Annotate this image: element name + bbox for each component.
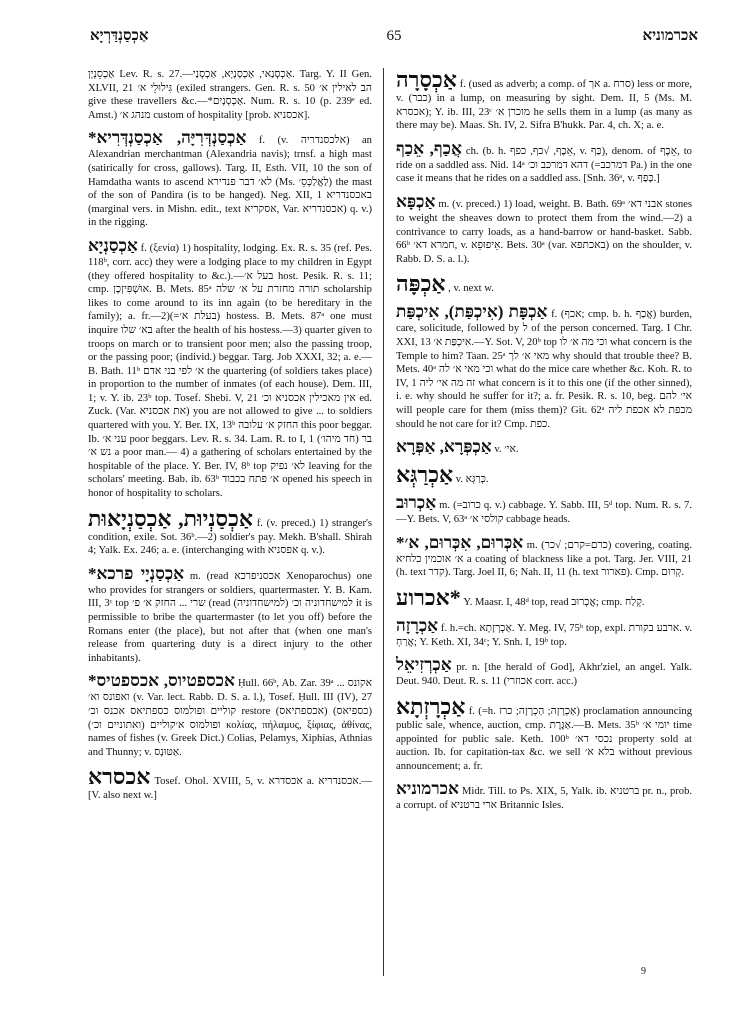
- entry-text: m. (=כרוב q. v.) cabbage. Y. Sabb. III, 5ᵈ top. Num. R. s. 7.—Y. Bets. V, 63ᵃ קולסי א׳ cabbage heads.: [396, 500, 692, 526]
- entry-text: v. אי׳.: [494, 444, 519, 456]
- dictionary-entry: [88, 68, 372, 122]
- entry-headword: אֲכַף, אֵכַף: [396, 138, 462, 158]
- header-left-guideword: אַכְסַנְדַּרְיָא: [90, 28, 149, 44]
- entry-headword: *אכספטיוס, אכספטיס: [88, 671, 235, 691]
- dictionary-entry: [396, 493, 692, 527]
- entry-text: Tosef. Ohol. XVIII, 5, v. אכסדרא a. אכסנדריא.—[V. also next w.]: [88, 776, 372, 802]
- entry-headword: אַכְסַנְיוּת, אַכְסַנְיָאוּת: [88, 505, 253, 531]
- dictionary-entry: [88, 671, 372, 759]
- dictionary-entry: [396, 779, 692, 813]
- entry-text: , v. next w.: [448, 283, 494, 295]
- page-number: 65: [386, 28, 402, 44]
- dictionary-entry: [396, 272, 692, 296]
- signature-mark: 9: [641, 966, 646, 977]
- dictionary-entry: [396, 695, 692, 773]
- dictionary-entry: [396, 192, 692, 266]
- dictionary-entry: [396, 655, 692, 689]
- entry-headword: אַכְפְּרָא, אַפְּרָא: [396, 437, 492, 457]
- left-column: [88, 68, 372, 976]
- entry-text: v. כְּרַגְּא.: [455, 474, 489, 486]
- entry-headword: אַכְפָּת (אִיכְפַּת), אִיכְפַּת: [396, 302, 548, 322]
- right-column: [396, 68, 692, 976]
- entry-headword: אכרמוניא: [396, 779, 459, 799]
- entry-headword: אַכְסָרָה: [396, 68, 457, 92]
- dictionary-entry: [396, 463, 692, 487]
- entry-headword: אַכְפָּה: [396, 271, 446, 297]
- entry-text: Ḥull. 66ᵇ, Ab. Zar. 39ᵃ ... אקונס ואפונס וא׳ (v. Var. lect. Rabb. D. S. a. l.), Tosef. Ḥull. III (IV), 27 קוליים ופולמוס כספתיאס אכנס וכ׳ restore (אכספתיאס) (כספיאס) ופולמוס א׳קוליים (ואתוניים וכ׳) κολίας, πήλαμυς, ξίφιας, ἀθίνας, names of fishes (v. Greek Dict.) Colias, Pelamys, Xiphias, Athnias and Thunny; v. אַטּוּנָס.: [88, 678, 372, 758]
- header-right-guideword: אכרמוניא: [642, 28, 698, 44]
- dictionary-entry: [396, 616, 692, 650]
- entry-headword: אכרוע*: [396, 584, 461, 610]
- dictionary-entry: [88, 128, 372, 230]
- entry-text: Y. Maasr. I, 48ᵈ top, read אֲכְרוּב; cmp. קָלַח.: [463, 596, 645, 608]
- entry-text: f. (v. אלכסנדריה) an Alexandrian merchantman (Alexandria navis); trnsf. a high mast (satirically for cross, gallows). Targ. II, Esth. VII, 10 the son of Hamdatha wants to ascend לא׳ דבר פנדירא (Ms. לַאֲלַכְּסֵ׳) the mast of the son of Pandira (is to be hanged). Neg. XII, 1 באכסנדריא (marginal vers. in Mishn. edit., text אסקריא, Var. אכסנדריא) q. v.) in the rigging.: [88, 135, 372, 229]
- dictionary-entry: [396, 302, 692, 431]
- entry-headword: *אַכְסַנְדְּרִיָּה, אַכְסַנְדְּרִיא: [88, 128, 247, 148]
- entry-headword: אַכְרַגְּא: [396, 462, 454, 488]
- entry-headword: *אִכְּרוּם, אִכְּרוּם, א׳: [396, 532, 524, 552]
- entry-headword: אַכְרָזְתָא: [396, 694, 466, 720]
- entry-headword: אכסרא: [88, 764, 151, 790]
- entry-text: m. (v. preced.) 1) load, weight. B. Bath. 69ᵃ אבני דא׳ stones to weight the sheaves down to protect them from the wind.—2) a contrivance to carry loads, as a hand-barrow or hand-basket. Sabb. 66ᵇ חמרא דא׳, v. אֵיפוּפֵא. Bets. 30ᵃ (var. באכתפא) on the shoulder, v. Rabb. D. S. a. l.).: [396, 198, 692, 265]
- dictionary-entry: [396, 139, 692, 186]
- entry-text: f. (אכף; cmp. b. h. אֲכַף) burden, care, solicitude, followed by ל of the person concerned. Targ. I Chr. XXI, 13 אִיכְפַּת א׳.—Y. Sot. V, 20ᵇ top וכי מה א׳ לו what concern is the Temple to him? Taan. 25ᵃ מאי א׳ לך why should that trouble thee? B. Mets. 40ᵃ וכי מאי א׳ לה what do the mice care whether &c. Koh. R. to IV, 1 זה מה אי׳ ליה what concern is it to this one (if the other sinned), i. e. why should he suffer for it?; a. fr. Pesik. R. s. 10, beg. אי׳ להם will people care for them (miss them)? Git. 62ᵃ מכפת לא אכפת ליה should he not care for it? Cmp. כפת.: [396, 309, 692, 430]
- entry-text: f. (=h. אַכְרָזָה; הַכְרָזָה; כרז) proclamation announcing public sale, whence, auction, cmp. אַגֶּרֶת.—B. Mets. 35ᵇ יומי א׳ time appointed for public sale. Keth. 100ᵇ נכסי דא׳ property sold at auction. Ib. for capitation-tax &c. we sell בלא א׳ without previous announcement; a. fr.: [396, 706, 692, 772]
- entry-text: f. (ξενία) 1) hospitality, lodging. Ex. R. s. 35 (ref. Pes. 118ᵇ, corr. acc) they were a lodging place to my children in Egypt (they offered hospitality to &c.).—בעל א׳ host. Pesik. R. s. 11; cmp. אוּשְׁפִּיזְכָן. B. Mets. 85ᵃ תורה מחזרת על א׳ שלה scholarship likes to come around to its inn again (to be hereditary in the family); a. fr.—2)(=בעלת א׳) hostess. B. Mets. 87ᵃ one must inquire בא׳ שלו after the health of his hostess.—3) quarter given to troops on march or to transient poor men; also the passing troop, or the passing poor; (individ.) beggar. Targ. Job XXXI, 32; a. e.—B. Bath. 11ᵇ א׳ לפי בני אדם the quartering (of soldiers takes place) in proportion to the number of inmates (of each house). Dem. III, 1; v. Y. ib. 23ᵇ top. Tosef. Shebi. V, 21 אין מאכילין אכסניא וכ׳ ed. Zuck. (Var. את אכסניא) you are not allowed to give ... to soldiers quartered with you. Y. Ber. IX, 13ᵇ החזק א׳ עלובה this poor beggar. Ib. עני א׳ poor beggars. Lev. R. s. 34. Lam. R. to I, 1 (חד מיהו׳) בר נש א׳ a poor man.— 4) a gathering of scholars entertained by the hospitable of the place. Y. Ber. IV, 8ᵇ top לא׳ נפיק leaving for the scholars' meeting. Bab. ib. 63ᵇ א׳ פתח בכבוד opened his speech in honor of hospitality to scholars.: [88, 242, 372, 500]
- entry-text: pr. n. [the herald of God], Akhr'ziel, an angel. Yalk. Deut. 940. Deut. R. s. 11 (אכוזרי corr. acc.): [396, 662, 692, 688]
- entry-headword: *אַכְסַנְיָי פרכא: [88, 563, 185, 583]
- dictionary-entry: [396, 68, 692, 133]
- entry-text: m. (read אכסניפרכא Xenoparochus) one who provides for strangers or soldiers, quartermaster. Y. B. Kam. III, 3ᶜ top שרי ... החזק א׳ פ׳ (read למישחדוניה וכ׳ (למישחדוניה) it is permissible to bribe the quartermaster (to let you off) before the Romans enter (the place), but not after that (when one man's release from quartering duty is a direct injury to the other inhabitants).: [88, 570, 372, 664]
- entry-text: f. (v. preced.) 1) stranger's condition, exile. Sot. 36ᵇ.—2) soldier's pay. Mekh. B'shall. Shirah 4; Yalk. Ex. 246; a. e. (interchanging with אפסניא q. v.).: [88, 517, 372, 557]
- dictionary-entry: [88, 564, 372, 666]
- dictionary-entry: [88, 236, 372, 501]
- entry-text: f. (used as adverb; a comp. of אך a. סרח) less or more, v. (כבר) in a lump, on measuring by sight. Dem. II, 5 (Ms. M. אכסרא); Y. ib. III, 23ᶜ מוכרן א׳ he sells them in a lump (as many as there may be). Maas. Sh. IV, 2. Sifra B'hukk. Par. 4, ch. X; a. e.: [396, 79, 692, 132]
- entry-text: f. h.=ch. אַכְרְזָתָא. Y. Meg. IV, 75ᵇ top, expl. ארבע בקורת. v. אֲרַחְ; Y. Keth. XI, 34ᶜ; Y. Snh. I, 19ᵇ top.: [396, 622, 692, 648]
- entry-text: ch. (b. h. אֵכֶף, √כף, כפף, v. כַּף), denom. of אֵכֶף, to ride on a saddled ass. Nid. 14ᵃ דהא דמרכב וכ׳ (=דמרכב Pa.) in the one case it means that he rides on a saddled ass. [Snh. 36ᵃ, v. כָּפַף.]: [396, 145, 692, 185]
- entry-headword: אַכְסַנְיָא: [88, 235, 138, 255]
- dictionary-entry: [396, 586, 692, 610]
- column-divider: [383, 68, 384, 976]
- entry-headword: אַכְרוּב: [396, 493, 437, 513]
- dictionary-entry: [88, 765, 372, 803]
- running-header: [90, 28, 698, 58]
- entry-headword: אַכְפָּא: [396, 191, 436, 211]
- entry-text: אַכְסֵנְיָן Lev. R. s. 27.—אַכְסְנַאי, אַכְסַנְיָא, אַכְסְנַי. Targ. Y. II Gen. XLVII, 21 גִּילוּלֵי א׳ (exiled strangers. Gen. R. s. 50 הב לאילין א׳ give these travellers &c.—*אַכְסְנָיִם. Num. R. s. 10 (p. 239ᵉ ed. Amst.) מנהג א׳ custom of hospitality [prob. אכסניא].: [88, 69, 372, 121]
- dictionary-entry: [396, 437, 692, 457]
- entry-headword: אַכְרָזָה: [396, 615, 439, 635]
- entry-headword: אַכְרְזִיאֵל: [396, 655, 452, 675]
- dictionary-entry: [396, 533, 692, 580]
- entry-text: m. (כרם=קרם; √כר) covering, coating. א׳ אוכמין כלחיא a coating of blackness like a pot. Targ. Jer. VIII, 21 (h. text קדר). Targ. Joel II, 6; Nah. II, 11 (h. text פארור). Cmp. קְרוּם.: [396, 539, 692, 579]
- entry-text: Midr. Till. to Ps. XIX, 5, Yalk. ib. ברטניא pr. n., prob. a corrupt. of ארי ברטניא Britannic Isles.: [396, 786, 692, 812]
- dictionary-entry: [88, 507, 372, 558]
